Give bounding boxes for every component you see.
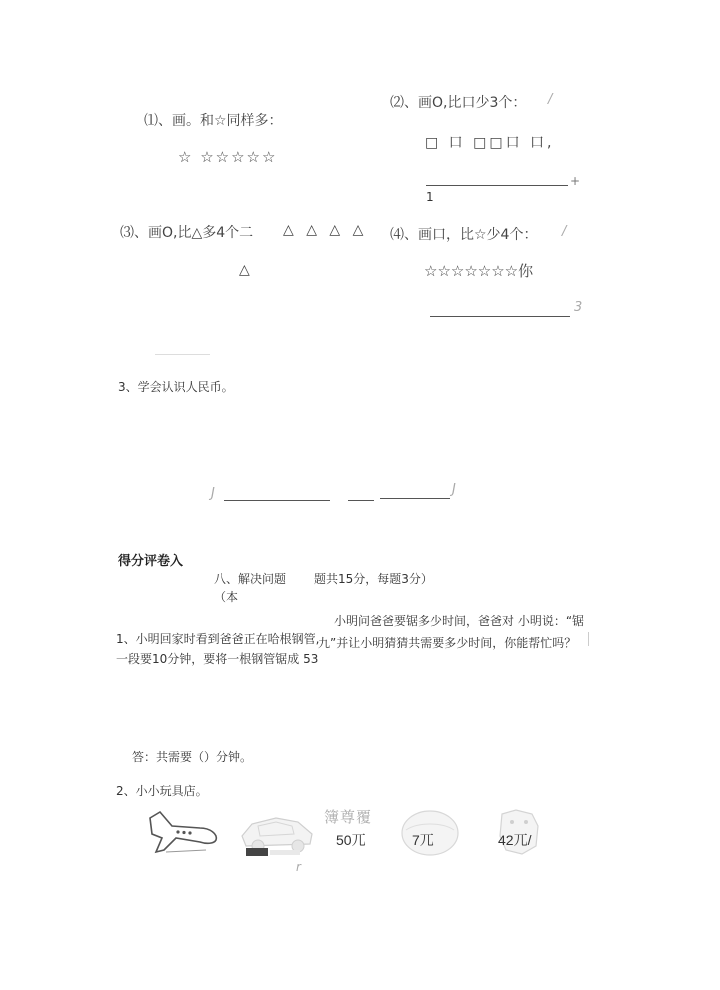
faint-divider <box>155 354 210 355</box>
money-line-2[interactable] <box>348 500 374 501</box>
problem1-answer: 答：共需要（）分钟。 <box>132 750 253 764</box>
car-toy-icon <box>236 806 320 858</box>
q4-mark3: 3 <box>574 300 583 315</box>
section3-mark-left: J <box>211 486 215 501</box>
q2-plus: + <box>570 174 581 188</box>
problem1-right-line1: 小明问爸爸要锯多少时间，爸爸对 小明说：“锯 <box>334 614 585 628</box>
q1-prompt: ⑴、画。和☆同样多： <box>144 113 283 129</box>
q3-triangle-single: △ <box>239 262 250 278</box>
q4-prompt: ⑷、画口，比☆少4个： <box>390 227 538 243</box>
problem1-right-line2: 九”并让小明猜猜共需要多少时间，你能帮忙吗？ <box>318 636 577 650</box>
problem1-line1: 1、小明回家时看到爸爸正在哈根钢管, <box>116 632 320 646</box>
toy3-label: 簿尊覆 <box>324 808 373 826</box>
airplane-toy-icon <box>146 808 224 856</box>
q2-prompt: ⑵、画O,比口少3个： <box>390 95 527 111</box>
q2-mark: / <box>548 92 553 107</box>
section3-heading: 3、学会认识人民币。 <box>118 380 234 394</box>
q1-stars-row: ☆ ☆☆☆☆☆ <box>178 148 278 166</box>
q2-answer-line[interactable] <box>426 185 568 186</box>
section8-subtitle: （本 <box>214 590 239 604</box>
price-7: 7兀 <box>412 832 434 848</box>
margin-tick <box>588 632 589 646</box>
price-42: 42兀/ <box>498 832 532 848</box>
price-50: 50兀 <box>336 832 366 848</box>
q2-one: 1 <box>426 190 434 204</box>
problem2-mark-r: r <box>296 860 301 874</box>
scoring-label: 得分评卷入 <box>118 554 184 569</box>
section3-mark-right: J <box>452 482 456 497</box>
q3-prompt: ⑶、画O,比△多4个二 <box>120 225 254 241</box>
section8-title: 八、解决问题 <box>214 572 287 586</box>
section8-scoring-note: 题共15分，每题3分） <box>314 572 433 586</box>
q4-answer-line[interactable] <box>430 316 570 317</box>
money-line-3[interactable] <box>380 498 450 499</box>
problem1-line2: 一段要10分钟，要将一根钢管锯成 53 <box>116 652 319 666</box>
problem2-heading: 2、小小玩具店。 <box>116 784 208 798</box>
money-line-1[interactable] <box>224 500 330 501</box>
q3-triangles-row: △ △ △ △ <box>283 222 364 238</box>
q4-stars-row: ☆☆☆☆☆☆☆你 <box>424 262 534 280</box>
q2-squares-row: □ 口 □□口 口, <box>425 135 555 151</box>
q4-mark: / <box>562 224 567 239</box>
